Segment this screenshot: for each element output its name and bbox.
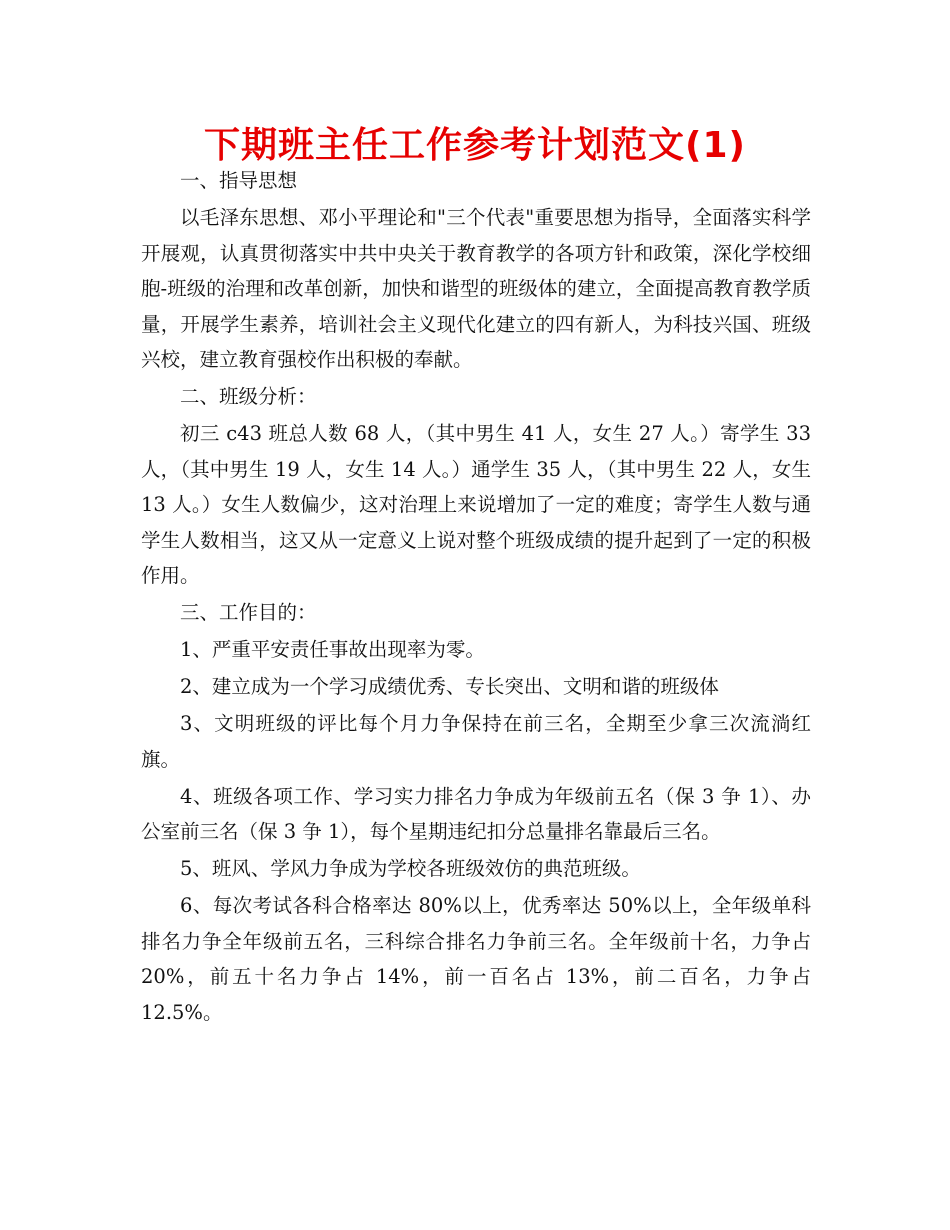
section-heading: 三、工作目的： — [180, 601, 317, 624]
list-item: 5、班风、学风力争成为学校各班级效仿的典范班级。 — [180, 857, 641, 880]
document-title: 下期班主任工作参考计划范文(1) — [204, 125, 746, 166]
paragraph: 以毛泽东思想、邓小平理论和"三个代表"重要思想为指导，全面落实科学开展观，认真贯彻落实中共中央关于教育教学的各项方针和政策，深化学校细胞-班级的治理和改革创新，加快和谐型的班级体的建立，全面提高教育教学质量，开展学生素养，培训社会主义现代化建立的四有新人，为科技兴国、班级兴校，建立教育强校作出积极的奉献。 — [141, 206, 811, 371]
section-heading: 二、班级分析： — [180, 385, 317, 408]
list-item: 3、文明班级的评比每个月力争保持在前三名，全期至少拿三次流淌红旗。 — [141, 712, 811, 771]
document-body — [141, 163, 811, 1032]
section-heading: 一、指导思想 — [180, 169, 298, 192]
list-item: 1、严重平安责任事故出现率为零。 — [180, 638, 485, 661]
paragraph: 初三 c43 班总人数 68 人，（其中男生 41 人，女生 27 人。）寄学生 33 人，（其中男生 19 人，女生 14 人。）通学生 35 人，（其中男生 22 人，女生 13 人。）女生人数偏少，这对治理上来说增加了一定的难度；寄学生人数与通学生人数相当，这又从一定意义上说对整个班级成绩的提升起到了一定的积极作用。 — [141, 422, 811, 587]
list-item: 2、建立成为一个学习成绩优秀、专长突出、文明和谐的班级体 — [180, 675, 719, 698]
list-item: 4、班级各项工作、学习实力排名力争成为年级前五名（保 3 争 1）、办公室前三名（保 3 争 1），每个星期违纪扣分总量排名靠最后三名。 — [141, 784, 811, 843]
list-item: 6、每次考试各科合格率达 80%以上，优秀率达 50%以上，全年级单科排名力争全年级前五名，三科综合排名力争前三名。全年级前十名，力争占 20%，前五十名力争占 14%，前一百名占 13%，前二百名，力争占 12.5%。 — [141, 894, 811, 1024]
